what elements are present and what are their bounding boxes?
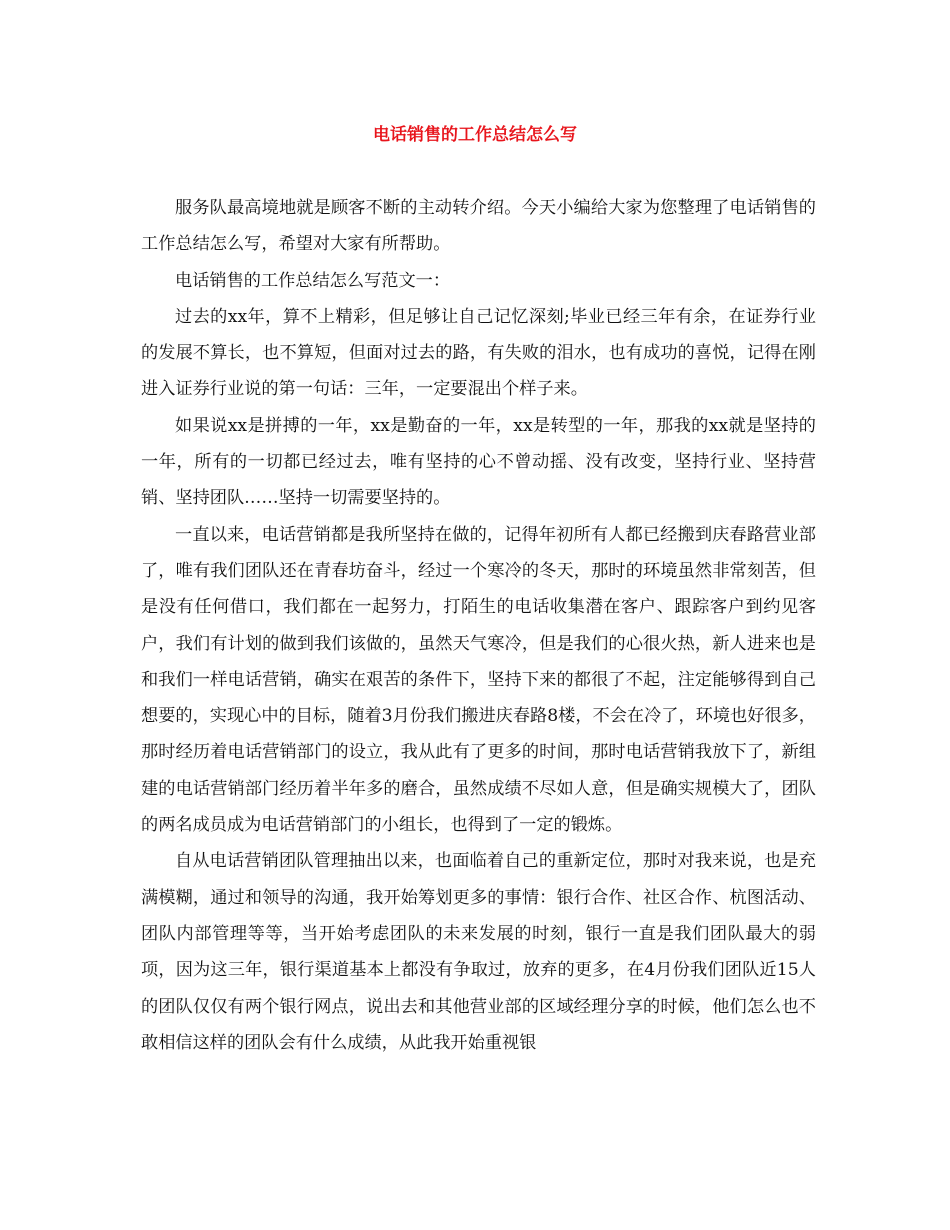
paragraph-persistence: 如果说xx是拼搏的一年，xx是勤奋的一年，xx是转型的一年，那我的xx就是坚持的一年，所有的一切都已经过去，唯有坚持的心不曾动摇、没有改变，坚持行业、坚持营销、坚持团队……坚持一切需要坚持的。 (141, 415, 816, 509)
paragraph-phone-marketing: 一直以来，电话营销都是我所坚持在做的，记得年初所有人都已经搬到庆春路营业部了，唯有我们团队还在青春坊奋斗，经过一个寒冷的冬天，那时的环境虽然非常刻苦，但是没有任何借口，我们都在一起努力，打陌生的电话收集潜在客户、跟踪客户到约见客户，我们有计划的做到我们该做的，虽然天气寒冷，但是我们的心很火热，新人进来也是和我们一样电话营销，确实在艰苦的条件下，坚持下来的都很了不起，注定能够得到自己想要的，实现心中的目标，随着3月份我们搬进庆春路8楼，不会在冷了，环境也好很多，那时经历着电话营销部门的设立，我从此有了更多的时间，那时电话营销我放下了，新组建的电话营销部门经历着半年多的磨合，虽然成绩不尽如人意，但是确实规模大了，团队的两名成员成为电话营销部门的小组长，也得到了一定的锻炼。 (141, 524, 816, 836)
paragraph-sample-heading: 电话销售的工作总结怎么写范文一： (175, 270, 451, 291)
paragraph-past-year: 过去的xx年，算不上精彩，但足够让自己记忆深刻;毕业已经三年有余，在证券行业的发展不算长，也不算短，但面对过去的路，有失败的泪水，也有成功的喜悦，记得在刚进入证券行业说的第一句话：三年，一定要混出个样子来。 (141, 306, 816, 400)
paragraph-intro: 服务队最高境地就是顾客不断的主动转介绍。今天小编给大家为您整理了电话销售的工作总结怎么写，希望对大家有所帮助。 (141, 198, 816, 255)
paragraph-team-management: 自从电话营销团队管理抽出以来，也面临着自己的重新定位，那时对我来说，也是充满模糊，通过和领导的沟通，我开始筹划更多的事情：银行合作、社区合作、杭图活动、团队内部管理等等，当开始考虑团队的未来发展的时刻，银行一直是我们团队最大的弱项，因为这三年，银行渠道基本上都没有争取过，放弃的更多，在4月份我们团队近15人的团队仅仅有两个银行网点，说出去和其他营业部的区域经理分享的时候，他们怎么也不敢相信这样的团队会有什么成绩，从此我开始重视银 (141, 851, 816, 1053)
document-title: 电话销售的工作总结怎么写 (373, 125, 577, 145)
document-body (141, 190, 816, 1061)
